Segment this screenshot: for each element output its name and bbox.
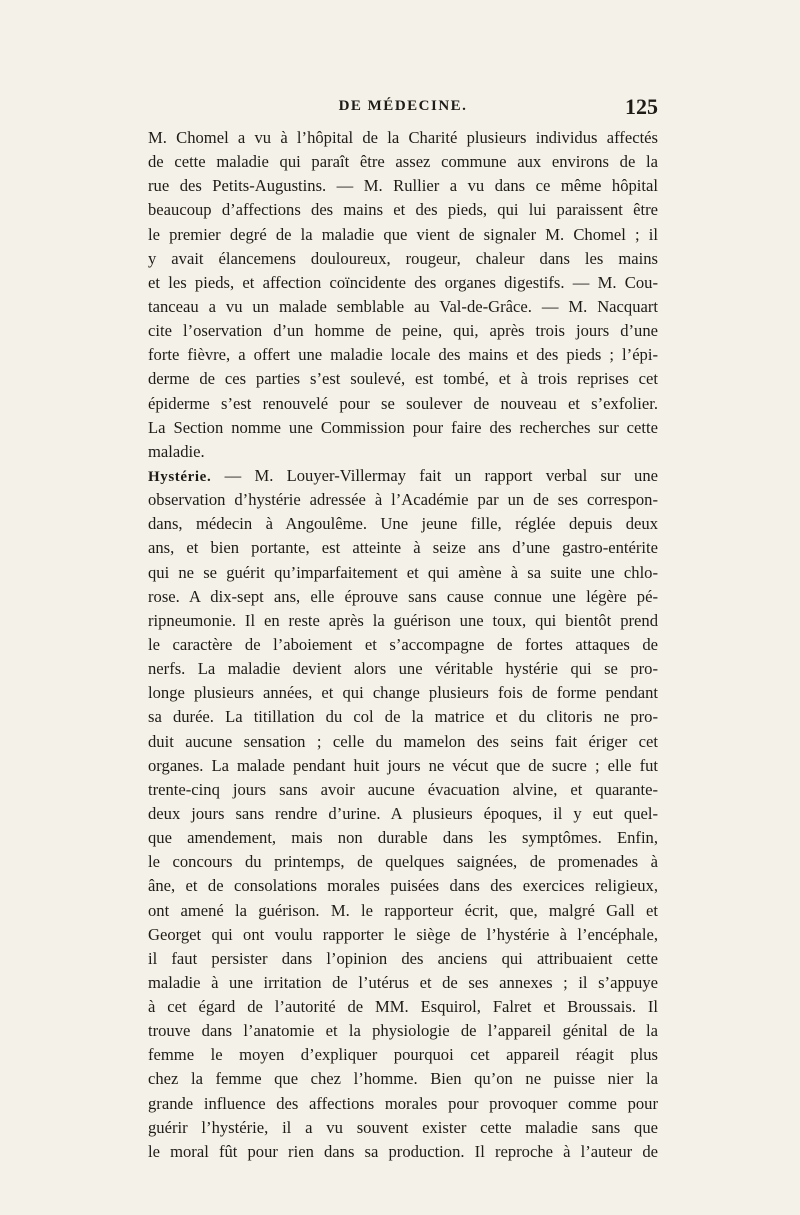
text-line: chez la femme que chez l’homme. Bien qu’on ne puisse nier la [148,1069,658,1089]
text-line: y avait élancemens douloureux, rougeur, chaleur dans les mains [148,248,658,268]
text-line: trouve dans l’anatomie et la physiologie de l’appareil génital de la [148,1021,658,1041]
text-line: rue des Petits-Augustins. — M. Rullier a vu dans ce même hôpital [148,176,658,196]
body-text [148,126,658,1164]
text-line: rose. A dix-sept ans, elle éprouve sans cause connue une légère pé- [148,586,658,606]
text-line: beaucoup d’affections des mains et des pieds, qui lui paraissent être [148,200,658,220]
text-line: le concours du printemps, de quelques saignées, de promenades à [148,852,658,872]
text-line: tanceau a vu un malade semblable au Val-de-Grâce. — M. Nacquart [148,296,658,316]
text-line: derme de ces parties s’est soulevé, est tombé, et à trois reprises cet [148,369,658,389]
text-line: M. Chomel a vu à l’hôpital de la Charité plusieurs individus affectés [148,128,658,147]
text-line: il faut persister dans l’opinion des anciens qui attribuaient cette [148,948,658,968]
text-line: observation d’hystérie adressée à l’Académie par un de ses correspon- [148,490,658,510]
paragraph-hysteria [148,464,658,1164]
text-line: le caractère de l’aboiement et s’accompagne de fortes attaques de [148,634,658,654]
text-line: ripneumonie. Il en reste après la guérison une toux, qui bientôt prend [148,610,658,630]
text-line: le premier degré de la maladie que vient de signaler M. Chomel ; il [148,224,658,244]
text-line: cite l’oservation d’un homme de peine, qui, après trois jours d’une [148,321,658,341]
text-line: Georget qui ont voulu rapporter le siège de l’hystérie à l’encéphale, [148,924,658,944]
text-line: à cet égard de l’autorité de MM. Esquirol, Falret et Broussais. Il [148,997,658,1017]
text-line: épiderme s’est renouvelé pour se soulever de nouveau et s’exfolier. [148,393,658,413]
text-line: maladie à une irritation de l’utérus et de ses annexes ; il s’appuye [148,972,658,992]
paragraph-skin-disease [148,126,658,464]
text-line: qui ne se guérit qu’imparfaitement et qui amène à sa suite une chlo- [148,562,658,582]
text-line: de cette maladie qui paraît être assez commune aux environs de la [148,152,658,172]
text-line: le moral fût pour rien dans sa production. Il reproche à l’auteur de [148,1141,658,1161]
text-line: guérir l’hystérie, il a vu souvent exister cette maladie sans que [148,1117,658,1137]
text-line: organes. La malade pendant huit jours ne vécut que de sucre ; elle fut [148,755,658,775]
text-line: et les pieds, et affection coïncidente des organes digestifs. — M. Cou- [148,272,658,292]
page-number: 125 [625,94,658,119]
running-head [148,94,658,122]
text-line: ans, et bien portante, est atteinte à seize ans d’une gastro-entérite [148,538,658,558]
text-line: maladie. [148,441,205,461]
text-line: âne, et de consolations morales puisées dans des exercices religieux, [148,876,658,896]
text-line: deux jours sans rendre d’urine. A plusieurs époques, il y eut quel- [148,803,658,823]
running-title: DE MÉDECINE. [338,98,468,114]
text-line: grande influence des affections morales pour provoquer comme pour [148,1093,658,1113]
text-line: femme le moyen d’expliquer pourquoi cet appareil réagit plus [148,1045,658,1065]
section-heading-hysteria: Hystérie. [148,468,212,485]
text-line: duit aucune sensation ; celle du mamelon des seins fait ériger cet [148,731,658,751]
text-line: La Section nomme une Commission pour faire des recherches sur cette [148,417,658,437]
text-line: ont amené la guérison. M. le rapporteur écrit, que, malgré Gall et [148,900,658,920]
hysteria-heading-line [148,464,658,488]
text-line-fragment: — M. Louyer-Villermay fait un rapport verbal sur une [224,465,658,485]
text-line: forte fièvre, a offert une maladie locale des mains et des pieds ; l’épi- [148,345,658,365]
text-line: dans, médecin à Angoulême. Une jeune fille, réglée depuis deux [148,514,658,534]
text-line: trente-cinq jours sans avoir aucune évacuation alvine, et quarante- [148,779,658,799]
text-line: sa durée. La titillation du col de la matrice et du clitoris ne pro- [148,707,658,727]
text-line: que amendement, mais non durable dans les symptômes. Enfin, [148,828,658,848]
text-line: nerfs. La maladie devient alors une véritable hystérie qui se pro- [148,659,658,679]
text-line: longe plusieurs années, et qui change plusieurs fois de forme pendant [148,683,658,703]
